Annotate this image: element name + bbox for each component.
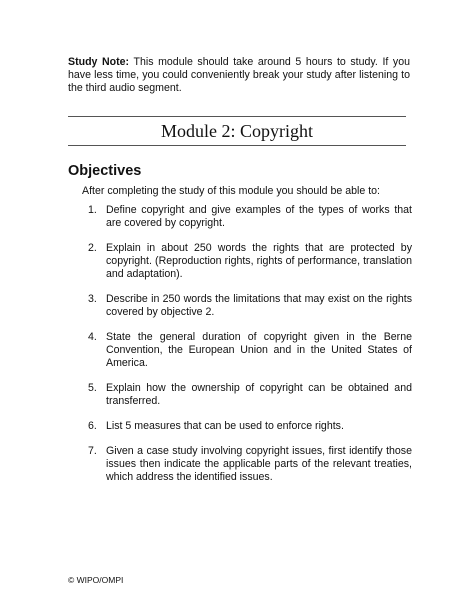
objective-item-5	[82, 382, 412, 408]
objectives-intro: After completing the study of this module you should be able to:	[82, 185, 380, 197]
objective-number: 6.	[88, 420, 97, 432]
objective-item-3	[82, 293, 412, 319]
objective-text: Explain in about 250 words the rights that are protected by copyright. (Reproduction rights, rights of performance, translation and adaptation).	[106, 242, 412, 280]
objective-item-2	[82, 242, 412, 281]
objective-item-1	[82, 204, 412, 230]
objective-number: 7.	[88, 445, 97, 457]
objective-number: 5.	[88, 382, 97, 394]
objective-text: Explain how the ownership of copyright can be obtained and transferred.	[106, 382, 412, 407]
objective-number: 1.	[88, 204, 97, 216]
objective-text: List 5 measures that can be used to enforce rights.	[106, 420, 344, 432]
objective-text: Given a case study involving copyright issues, first identify those issues then indicate the applicable parts of the relevant treaties, which address the identified issues.	[106, 445, 412, 483]
objective-list	[82, 204, 412, 496]
title-bottom-rule	[68, 145, 406, 146]
objective-text: Describe in 250 words the limitations that may exist on the rights covered by objective 2.	[106, 293, 412, 318]
objective-item-7	[82, 445, 412, 484]
module-title: Module 2: Copyright	[161, 121, 313, 141]
objective-number: 2.	[88, 242, 97, 254]
objective-number: 3.	[88, 293, 97, 305]
study-note-label: Study Note:	[68, 56, 130, 68]
objective-item-4	[82, 331, 412, 370]
objective-item-6	[82, 420, 412, 433]
objective-text: State the general duration of copyright given in the Berne Convention, the European Union and in the United States of America.	[106, 331, 412, 369]
title-top-rule	[68, 116, 406, 117]
study-note-text: This module should take around 5 hours to study. If you have less time, you could conveniently break your study after listening to the third audio segment.	[68, 56, 410, 94]
objective-number: 4.	[88, 331, 97, 343]
objective-text: Define copyright and give examples of the types of works that are covered by copyright.	[106, 204, 412, 229]
study-note	[68, 56, 410, 95]
objectives-heading: Objectives	[68, 163, 142, 179]
copyright-footer: © WIPO/OMPI	[68, 575, 124, 585]
